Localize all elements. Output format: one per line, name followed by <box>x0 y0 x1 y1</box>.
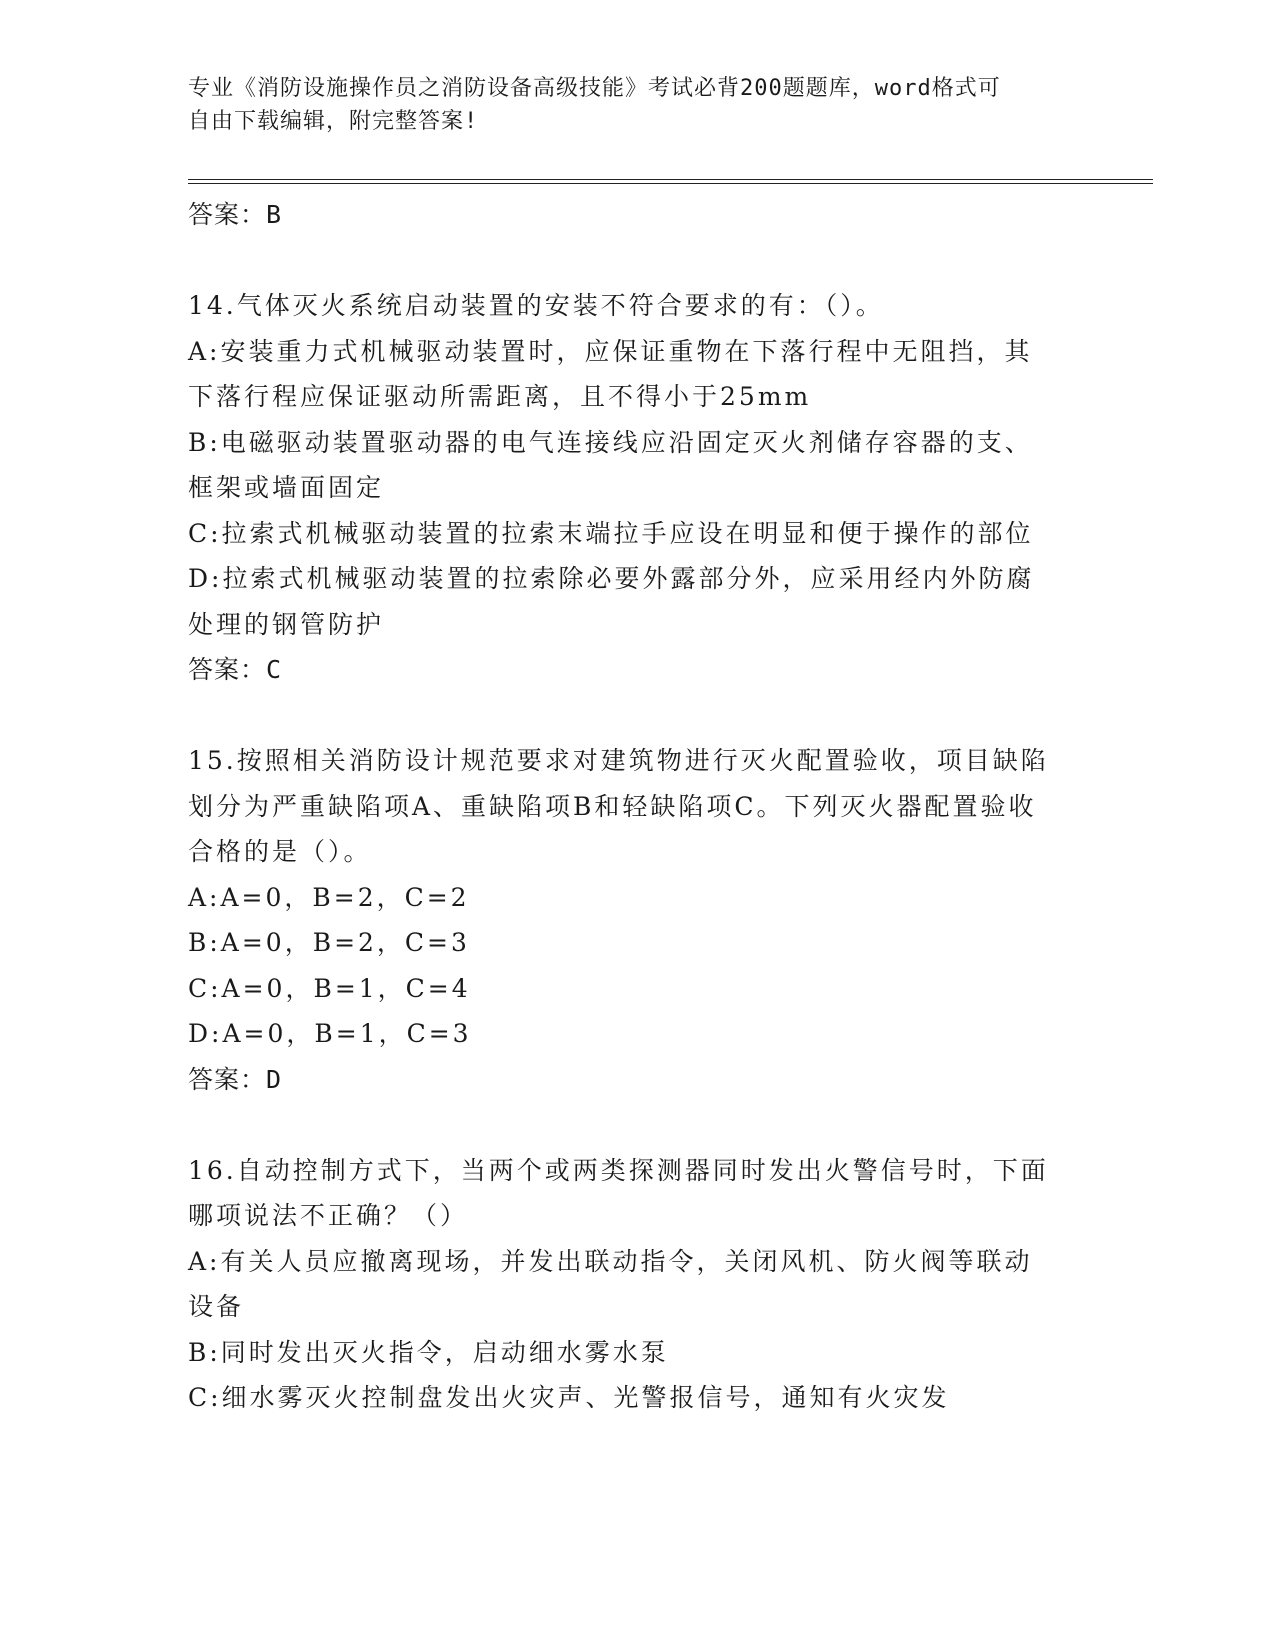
document-body <box>188 192 1088 1421</box>
answer: 答案：D <box>188 1064 283 1094</box>
answer: 答案：C <box>188 655 283 684</box>
question-stem: 16.自动控制方式下，当两个或两类探测器同时发出火警信号时，下面 <box>188 1155 1049 1185</box>
option-d: D:A=0，B=1，C=3 <box>188 1019 472 1048</box>
option-b: B:A=0，B=2，C=3 <box>188 928 470 957</box>
option-a-continued: 下落行程应保证驱动所需距离，且不得小于25mm <box>188 382 812 411</box>
option-b: B:同时发出灭火指令，启动细水雾水泵 <box>188 1337 669 1367</box>
question-16 <box>188 1148 1088 1421</box>
option-d-continued: 处理的钢管防护 <box>188 609 385 639</box>
header-divider-top <box>188 179 1153 180</box>
option-a: A:有关人员应撤离现场，并发出联动指令，关闭风机、防火阀等联动 <box>188 1246 1033 1276</box>
option-b-continued: 框架或墙面固定 <box>188 473 385 502</box>
question-stem: 15.按照相关消防设计规范要求对建筑物进行灭火配置验收，项目缺陷 <box>188 746 1049 775</box>
question-stem: 14.气体灭火系统启动装置的安装不符合要求的有：（）。 <box>188 291 884 320</box>
option-c: C:拉索式机械驱动装置的拉索末端拉手应设在明显和便于操作的部位 <box>188 518 1034 548</box>
header-divider-bottom <box>188 183 1153 184</box>
page-header <box>188 72 1088 138</box>
option-d: D:拉索式机械驱动装置的拉索除必要外露部分外，应采用经内外防腐 <box>188 564 1035 593</box>
option-a: A:安装重力式机械驱动装置时，应保证重物在下落行程中无阻挡，其 <box>188 336 1033 366</box>
header-line-2: 自由下载编辑，附完整答案! <box>188 109 479 134</box>
spacer <box>188 238 1088 284</box>
question-14 <box>188 283 1088 693</box>
previous-answer: 答案：B <box>188 200 283 229</box>
question-stem-continued: 划分为严重缺陷项A、重缺陷项B和轻缺陷项C。下列灭火器配置验收 <box>188 791 1037 821</box>
header-line-1: 专业《消防设施操作员之消防设备高级技能》考试必背200题题库，word格式可 <box>188 76 1001 101</box>
question-stem-continued: 哪项说法不正确？（） <box>188 1201 469 1230</box>
option-c: C:细水雾灭火控制盘发出火灾声、光警报信号，通知有火灾发 <box>188 1383 950 1412</box>
option-a: A:A=0，B=2，C=2 <box>188 882 470 912</box>
question-15 <box>188 738 1088 1102</box>
question-stem-continued: 合格的是（）。 <box>188 837 372 866</box>
option-a-continued: 设备 <box>188 1292 245 1321</box>
spacer <box>188 1102 1088 1148</box>
spacer <box>188 693 1088 739</box>
option-c: C:A=0，B=1，C=4 <box>188 973 471 1003</box>
option-b: B:电磁驱动装置驱动器的电气连接线应沿固定灭火剂储存容器的支、 <box>188 427 1033 457</box>
